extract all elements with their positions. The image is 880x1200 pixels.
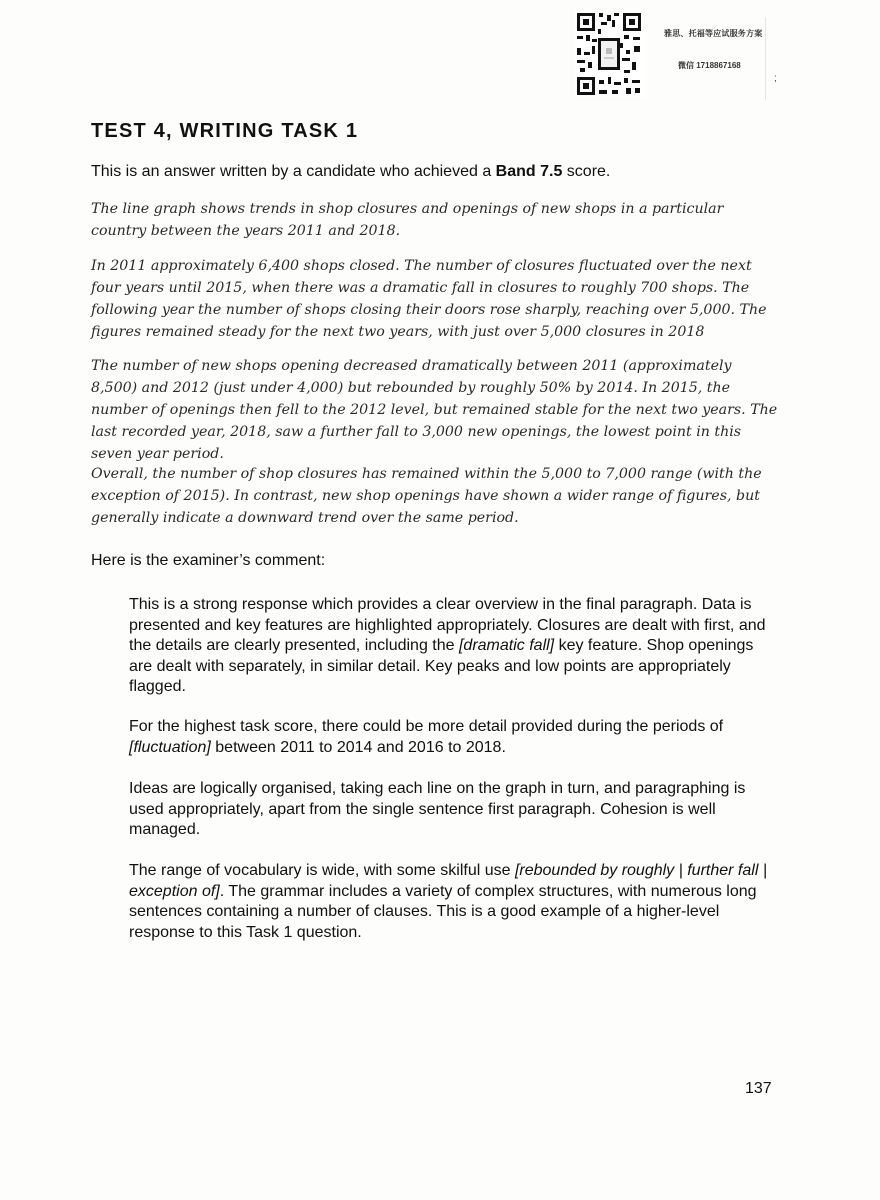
essay-paragraph-2: In 2011 approximately 6,400 shops closed. The number of closures fluctuated over the next four years until 2015, when there was a dramatic fall in closures to roughly 700 shops. The following year the number of shops closing their doors rose sharply, reaching over 5,000. The figures remained steady for the next two years, with just over 5,000 closures in 2018 [91,258,767,340]
comment-text: between 2011 to 2014 and 2016 to 2018. [210,738,506,756]
stray-mark: ; [774,73,777,84]
qr-caption-line-2: 微信 1718867168 [678,61,741,70]
qr-caption-line-1: 雅思、托福等应试服务方案 [664,29,763,38]
comment-quote: [dramatic fall] [458,637,555,654]
essay-paragraph-3: The number of new shops opening decreased dramatically between 2011 (approximately 8,500) and 2012 (just under 4,000) but rebounded by roughly 50% by 2014. In 2015, the number of openings then fell to the 2012 level, but remained stable for the next two years. The last recorded year, 2018, saw a further fall to 3,000 new openings, the lowest point in this seven year period. [91,358,778,462]
comment-text: For the highest task score, there could be more detail provided during the periods of [129,718,724,735]
comment-quote: [fluctuation] [129,738,211,756]
band-score: Band 7.5 [495,163,563,180]
comment-quote: [rebounded by roughly | further fall | exception of] [129,862,767,900]
intro-sentence [91,163,791,181]
examiner-comment-4 [129,861,779,943]
comment-text: . The grammar includes a variety of complex structures, with numerous long sentences containing a number of clauses. This is a good example of a higher-level response to this Task 1 question. [129,882,757,941]
examiner-comment-heading: Here is the examiner’s comment: [91,552,326,569]
comment-text: The range of vocabulary is wide, with some skilful use [129,862,515,879]
intro-text-before: This is an answer written by a candidate who achieved a [91,163,496,180]
examiner-comment-3: Ideas are logically organised, taking each line on the graph in turn, and paragraphing is used appropriately, apart from the single sentence first paragraph. Cohesion is well managed. [129,780,746,838]
qr-code-icon [574,10,644,98]
page-title: TEST 4, WRITING TASK 1 [91,120,359,142]
comment-text: This is a strong response which provides a clear overview in the final paragraph. Data is presented and key features are highlighted appropriately. Closures are dealt with first, and the details are clearly presented, including the [129,596,766,654]
qr-code [574,10,644,98]
examiner-comment-1 [129,595,779,698]
examiner-comment-2 [129,717,779,758]
essay-paragraph-4: Overall, the number of shop closures has remained within the 5,000 to 7,000 range (with the exception of 2015). In contrast, new shop openings have shown a wider range of figures, but generally indicate a downward trend over the same period. [91,466,762,526]
comment-text: key feature. Shop openings are dealt with separately, in similar detail. Key peaks and low points are appropriately flagged. [129,637,754,695]
page-number: 137 [745,1080,772,1097]
essay-paragraph-1: The line graph shows trends in shop closures and openings of new shops in a particular country between the years 2011 and 2018. [91,201,724,239]
intro-text-after: score. [562,163,611,180]
